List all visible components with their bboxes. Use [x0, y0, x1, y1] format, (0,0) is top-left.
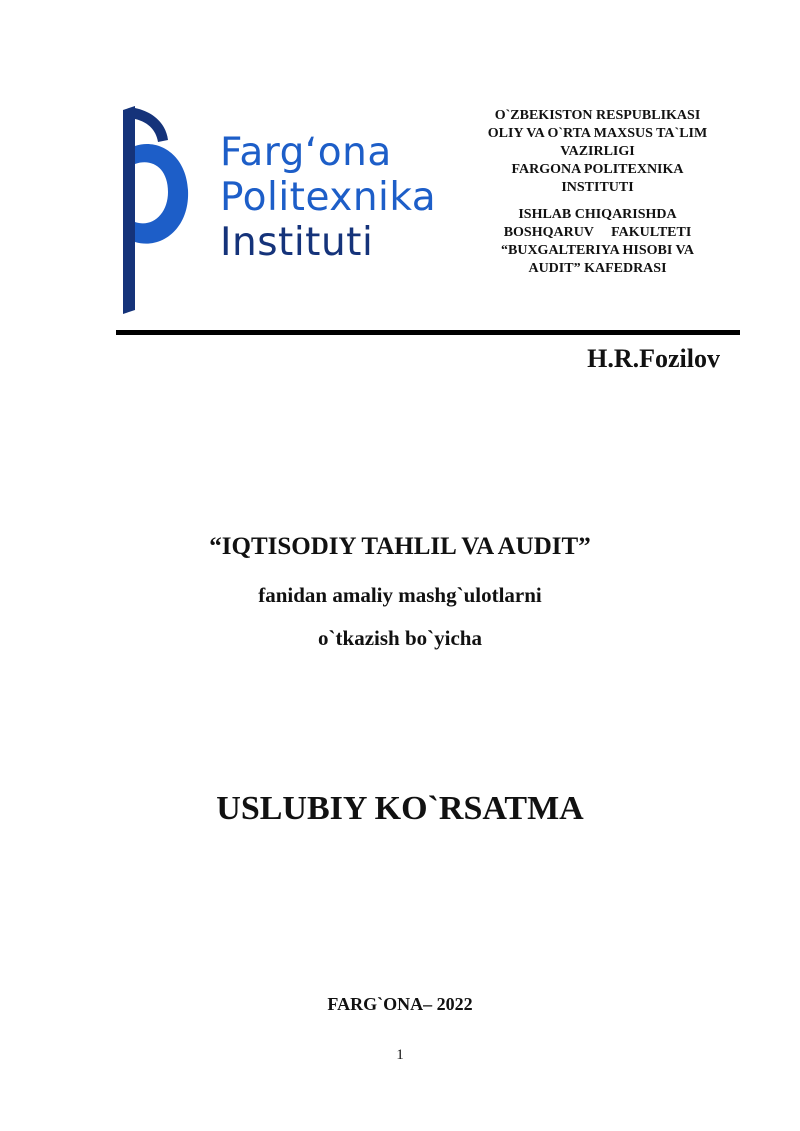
institute-logo-wordmark [220, 130, 436, 265]
ministry-line: VAZIRLIGI [560, 144, 635, 159]
subtitle-line-1: fanidan amaliy mashg`ulotlarni [258, 583, 542, 607]
subtitle-line-2: o`tkazish bo`yicha [318, 626, 482, 650]
page-number: 1 [396, 1047, 404, 1063]
faculty-line: BOSHQARUV FAKULTETI [503, 225, 692, 240]
logo-line-2: Politexnika [220, 175, 437, 220]
institute-line: FARGONA POLITEXNIKA [511, 162, 684, 177]
institute-logo-mark-icon [118, 104, 218, 316]
document-type-title: USLUBIY KO`RSATMA [216, 790, 584, 827]
logo-line-3: Instituti [220, 220, 374, 265]
institute-line: INSTITUTI [561, 180, 634, 195]
header-divider [116, 330, 740, 335]
ministry-line: OLIY VA O`RTA MAXSUS TA`LIM [487, 126, 708, 141]
city-year: FARG`ONA– 2022 [327, 994, 473, 1014]
author-name: H.R.Fozilov [587, 344, 720, 373]
faculty-line: ISHLAB CHIQARISHDA [518, 207, 677, 222]
department-line: AUDIT” KAFEDRASI [528, 261, 667, 276]
logo-line-1: Farg‘ona [220, 130, 392, 175]
ministry-line: O`ZBEKISTON RESPUBLIKASI [494, 108, 701, 123]
institute-logo [118, 104, 448, 316]
institution-header [470, 107, 725, 278]
department-line: “BUXGALTERIYA HISOBI VA [501, 243, 694, 258]
subject-title: “IQTISODIY TAHLIL VA AUDIT” [209, 533, 591, 560]
